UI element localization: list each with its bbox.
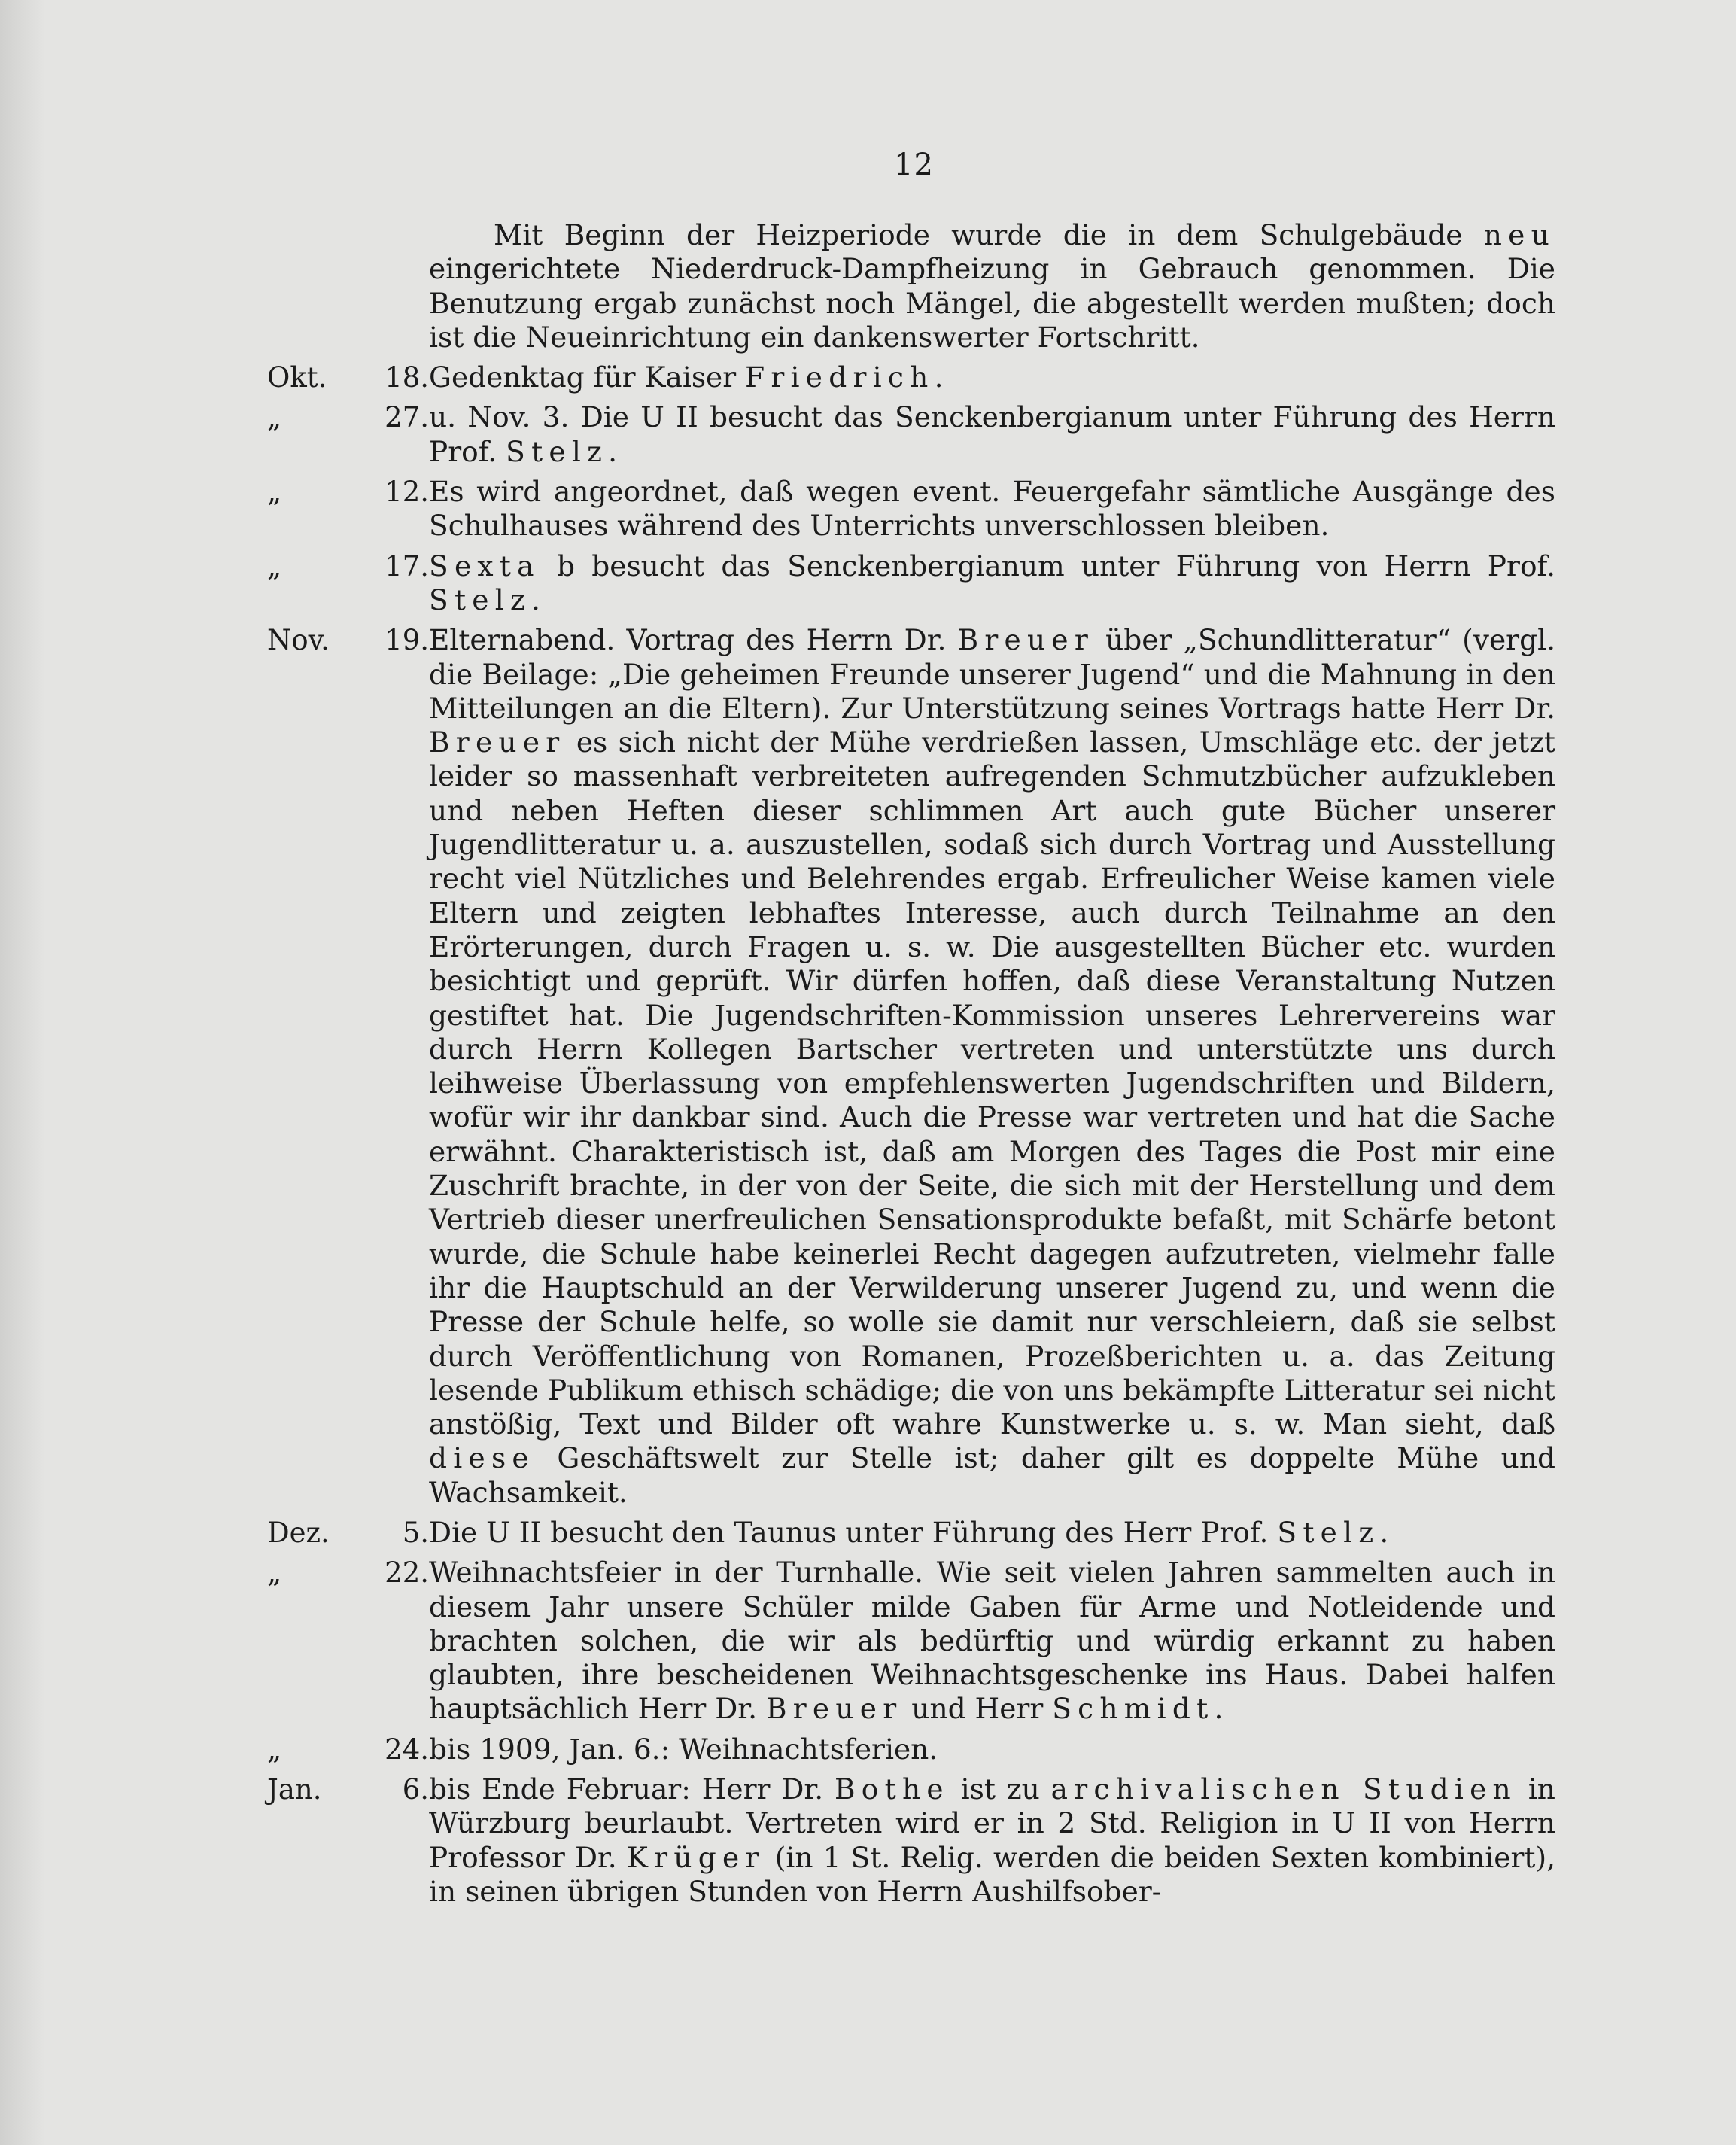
entry-day: 24. [385,1733,429,1766]
entry-date [267,1733,429,1766]
entry-text [429,1772,1555,1909]
chronicle-entry [267,623,1555,1510]
text-run: bis Ende Februar: Herr Dr. [429,1772,835,1806]
entry-date [267,361,429,394]
entry-text [429,475,1555,543]
text-run: über „Schundlitteratur“ (vergl. die Beilage: „Die geheimen Freunde unserer Jugend“ und die Mahnung in den Mitteilungen an die Eltern). Zur Unterstützung seines Vortrags hatte Herr Dr. [429,623,1555,725]
text-run: u. Nov. 3. Die U II besucht das Senckenbergianum unter Führung des Herrn Prof. [429,400,1555,468]
entry-text [429,400,1555,469]
text-run: (in 1 St. Relig. werden die beiden Sexten kombiniert), in seinen übrigen Stunden von Herrn Aushilfsober- [429,1840,1555,1908]
spaced-emphasis: Schmidt [1052,1692,1215,1726]
spaced-emphasis: Stelz [506,434,609,468]
text-run: ist zu [949,1772,1051,1806]
entry-date [267,623,429,657]
text-run: . [531,583,540,616]
entry-date [267,1772,429,1806]
text-run: eingerichtete Niederdruck-Dampfheizung in Gebrauch genommen. Die Benutzung ergab zunächst noch Mängel, die abgestellt werden mußten; doch ist die Neueinrichtung ein dankenswerter Fortschritt. [429,252,1555,354]
text-run: es sich nicht der Mühe verdrießen lassen, Umschläge etc. der jetzt leider so massenhaft verbreiteten aufregenden Schmutzbücher aufzukleben und neben Heften dieser schlimmen Art auch gute Bücher unserer Jugendlitteratur u. a. auszustellen, sodaß sich durch Vortrag und Ausstellung recht viel Nützliches und Belehrendes ergab. Erfreulicher Weise kamen viele Eltern und zeigten lebhaftes Interesse, auch durch Teilnahme an den Erörterungen, durch Fragen u. s. w. Die ausgestellten Bücher etc. wurden besichtigt und geprüft. Wir dürfen hoffen, daß diese Veranstaltung Nutzen gestiftet hat. Die Jugendschriften-Kommission unseres Lehrervereins war durch Herrn Kollegen Bartscher vertreten und unterstützte uns durch leihweise Überlassung von empfehlenswerten Jugendschriften und Bildern, wofür wir ihr dankbar sind. Auch die Presse war vertreten und hat die Sache erwähnt. Charakteristisch ist, daß am Morgen des Tages die Post mir eine Zuschrift brachte, in der von der Seite, die sich mit der Herstellung und dem Vertrieb dieser unerfreulichen Sensationsprodukte befaßt, mit Schärfe betont wurde, die Schule habe keinerlei Recht dagegen aufzutreten, vielmehr falle ihr die Hauptschuld an der Verwilderung unserer Jugend zu, und wenn die Presse der Schule helfe, so wolle sie damit nur verschleiern, daß sie selbst durch Veröffentlichung von Romanen, Prozeßberichten u. a. das Zeitung lesende Publikum ethisch schädige; die von uns bekämpfte Litteratur sei nicht anstößig, Text und Bilder oft wahre Kunstwerke u. s. w. Man sieht, daß [429,726,1555,1441]
chronicle-entry [267,1772,1555,1909]
spaced-emphasis: diese [429,1441,535,1475]
text-run: . [1214,1692,1224,1726]
chronicle-entry [267,1733,1555,1766]
entry-day: 18. [385,361,429,394]
text-run: Mit Beginn der Heizperiode wurde die in dem Schulgebäude [494,218,1484,251]
chronicle-entry [267,361,1555,394]
scan-shadow [0,0,45,2145]
entry-month: „ [267,1556,282,1590]
entry-day: 19. [385,624,429,657]
spaced-emphasis: Breuer [765,1692,903,1726]
entry-month: „ [267,401,282,434]
entry-month: Okt. [267,361,327,394]
chronicle-entry [267,549,1555,618]
text-run: bis 1909, Jan. 6.: Weihnachtsferien. [429,1732,938,1766]
text-run: Es wird angeordnet, daß wegen event. Feuergefahr sämtliche Ausgänge des Schulhauses während des Unterrichts unverschlossen bleiben. [429,475,1555,543]
text-run: in Würzburg beurlaubt. Vertreten wird er in 2 Std. Religion in U II von Herrn Professor Dr. [429,1772,1555,1874]
entry-day: 17. [385,549,429,583]
text-run: . [608,434,617,468]
entry-text [429,218,1555,354]
entry-text [429,1733,1555,1766]
entry-day: 6. [402,1773,429,1806]
chronicle-entries [267,218,1555,1909]
text-run: . [1379,1515,1389,1549]
chronicle-entry [267,475,1555,543]
entry-text [429,623,1555,1510]
entry-date [267,475,429,509]
entry-month: Nov. [267,624,330,657]
entry-text [429,1556,1555,1726]
entry-month: „ [267,549,282,583]
entry-text [429,361,1555,394]
entry-month: Jan. [267,1773,322,1806]
text-run: Die U II besucht den Taunus unter Führung des Herr Prof. [429,1515,1278,1549]
entry-month: Dez. [267,1516,330,1549]
entry-text [429,549,1555,618]
spaced-emphasis: Friedrich [745,361,935,394]
entry-date [267,400,429,434]
entry-text [429,1516,1555,1550]
text-run: Weihnachtsfeier in der Turnhalle. Wie seit vielen Jahren sammelten auch in diesem Jahr unsere Schüler milde Gaben für Arme und Notleidende und brachten solchen, die wir als bedürftig und würdig erkannt zu haben glaubten, ihre bescheidenen Weihnachtsgeschenke ins Haus. Dabei halfen hauptsächlich Herr Dr. [429,1556,1555,1726]
text-run: . [934,361,944,394]
entry-day: 27. [385,401,429,434]
entry-date [267,1516,429,1550]
spaced-emphasis: neu [1483,218,1555,251]
entry-month: „ [267,1733,282,1766]
chronicle-entry [267,1556,1555,1726]
spaced-emphasis: Breuer [429,726,566,759]
spaced-emphasis: Stelz [429,583,531,616]
entry-date [267,549,429,583]
chronicle-entry [267,400,1555,469]
chronicle-entry [267,1516,1555,1550]
entry-day: 12. [385,476,429,509]
text-run: b besucht das Senckenbergianum unter Führung von Herrn Prof. [540,549,1555,583]
text-run: Geschäftswelt zur Stelle ist; daher gilt es doppelte Mühe und Wachsamkeit. [429,1441,1555,1509]
entry-month: „ [267,476,282,509]
entry-day: 5. [402,1516,429,1549]
spaced-emphasis: Breuer [957,623,1095,657]
spaced-emphasis: Krüger [626,1840,765,1874]
chronicle-entry [267,218,1555,354]
text-run: Gedenktag für Kaiser [429,361,746,394]
page-number: 12 [894,148,934,182]
spaced-emphasis: archivalischen Studien [1050,1772,1517,1806]
text-run: Elternabend. Vortrag des Herrn Dr. [429,623,958,657]
entry-day: 22. [385,1556,429,1590]
entry-date [267,1556,429,1590]
spaced-emphasis: Bothe [835,1772,950,1806]
text-run: und Herr [902,1692,1053,1726]
spaced-emphasis: Sexta [429,549,540,583]
spaced-emphasis: Stelz [1277,1515,1380,1549]
